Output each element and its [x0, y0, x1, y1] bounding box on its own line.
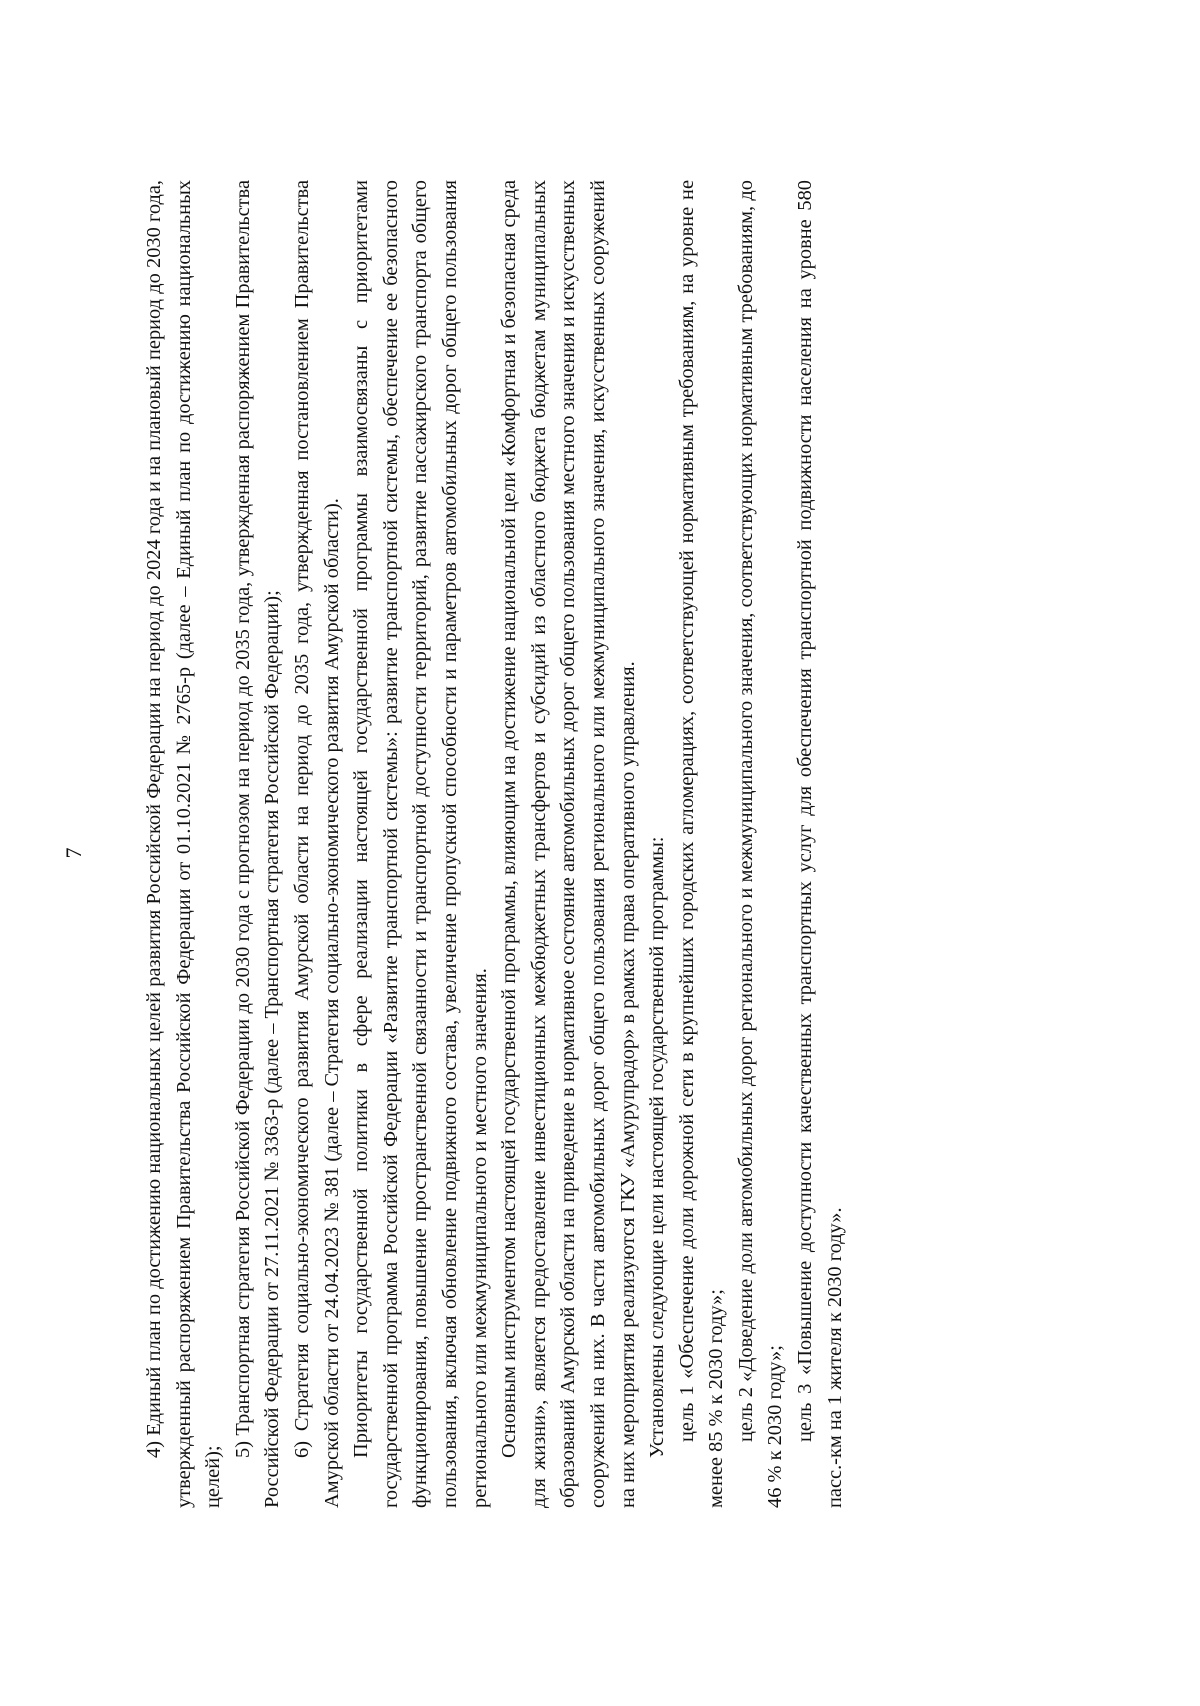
goal-item-2: цель 2 «Доведение доли автомобильных дорог регионального и межмуниципального значения, соответствующих нормативным требованиям, до 46 % к 2030 году»;	[734, 180, 787, 1508]
paragraph-transport-strategy: 5) Транспортная стратегия Российской Федерации до 2030 года с прогнозом на период до 2035 года, утвержденная распоряжением Правительства Российской Федерации от 27.11.2021 № 3363-р (далее – Транспортная стратегия Российской Федерации);	[231, 180, 284, 1508]
paragraph-socioeconomic-strategy: 6) Стратегия социально-экономического развития Амурской области на период до 2035 года, утвержденная постановлением Правительства Амурской области от 24.04.2023 № 381 (далее – Стратегия социально-экономического развития Амурской области).	[290, 180, 343, 1508]
document-text	[140, 180, 850, 1508]
paragraph-goals-intro: Установлены следующие цели настоящей государственной программы:	[646, 836, 669, 1458]
goal-item-3: цель 3 «Повышение доступности качественных транспортных услуг для обеспечения транспортной подвижности населения на уровне 580 пасс.-км на 1 жителя к 2030 году».	[794, 180, 846, 1508]
goal-item-1: цель 1 «Обеспечение доли дорожной сети в крупнейших городских агломерациях, соответствующей нормативным требованиям, на уровне не менее 85 % к 2030 году»;	[675, 180, 728, 1508]
paragraph-main-instrument: Основным инструментом настоящей государственной программы, влияющим на достижение национальной цели «Комфортная и безопасная среда для жизни», является предоставление инвестиционных межбюджетных трансфертов и субсидий из областного бюджета бюджетам муниципальных образований Амурской области на приведение в нормативное состояние автомобильных дорог общего пользования местного значения и искусственных сооружений на них. В части автомобильных дорог общего пользования регионального или межмуниципального значения, искусственных сооружений на них мероприятия реализуются ГКУ «Амурупрадор» в рамках права оперативного управления.	[498, 180, 639, 1508]
paragraph-policy-priorities: Приоритеты государственной политики в сфере реализации настоящей государственной программы взаимосвязаны с приоритетами государственной программа Российской Федерации «Развитие транспортной системы»: развитие транспортной системы, обеспечение ее безопасного функционирования, повышение пространственной связанности и транспортной доступности территорий, развитие пассажирского транспорта общего пользования, включая обновление подвижного состава, увеличение пропускной способности и параметров автомобильных дорог общего пользования регионального или межмуниципального и местного значения.	[350, 180, 491, 1508]
paragraph-unified-plan: 4) Единый план по достижению национальных целей развития Российской Федерации на период до 2024 года и на плановый период до 2030 года, утвержденный распоряжением Правительства Российской Федерации от 01.10.2021 № 2765-р (далее – Единый план по достижению национальных целей);	[143, 180, 225, 1508]
page-number: 7	[61, 847, 86, 859]
